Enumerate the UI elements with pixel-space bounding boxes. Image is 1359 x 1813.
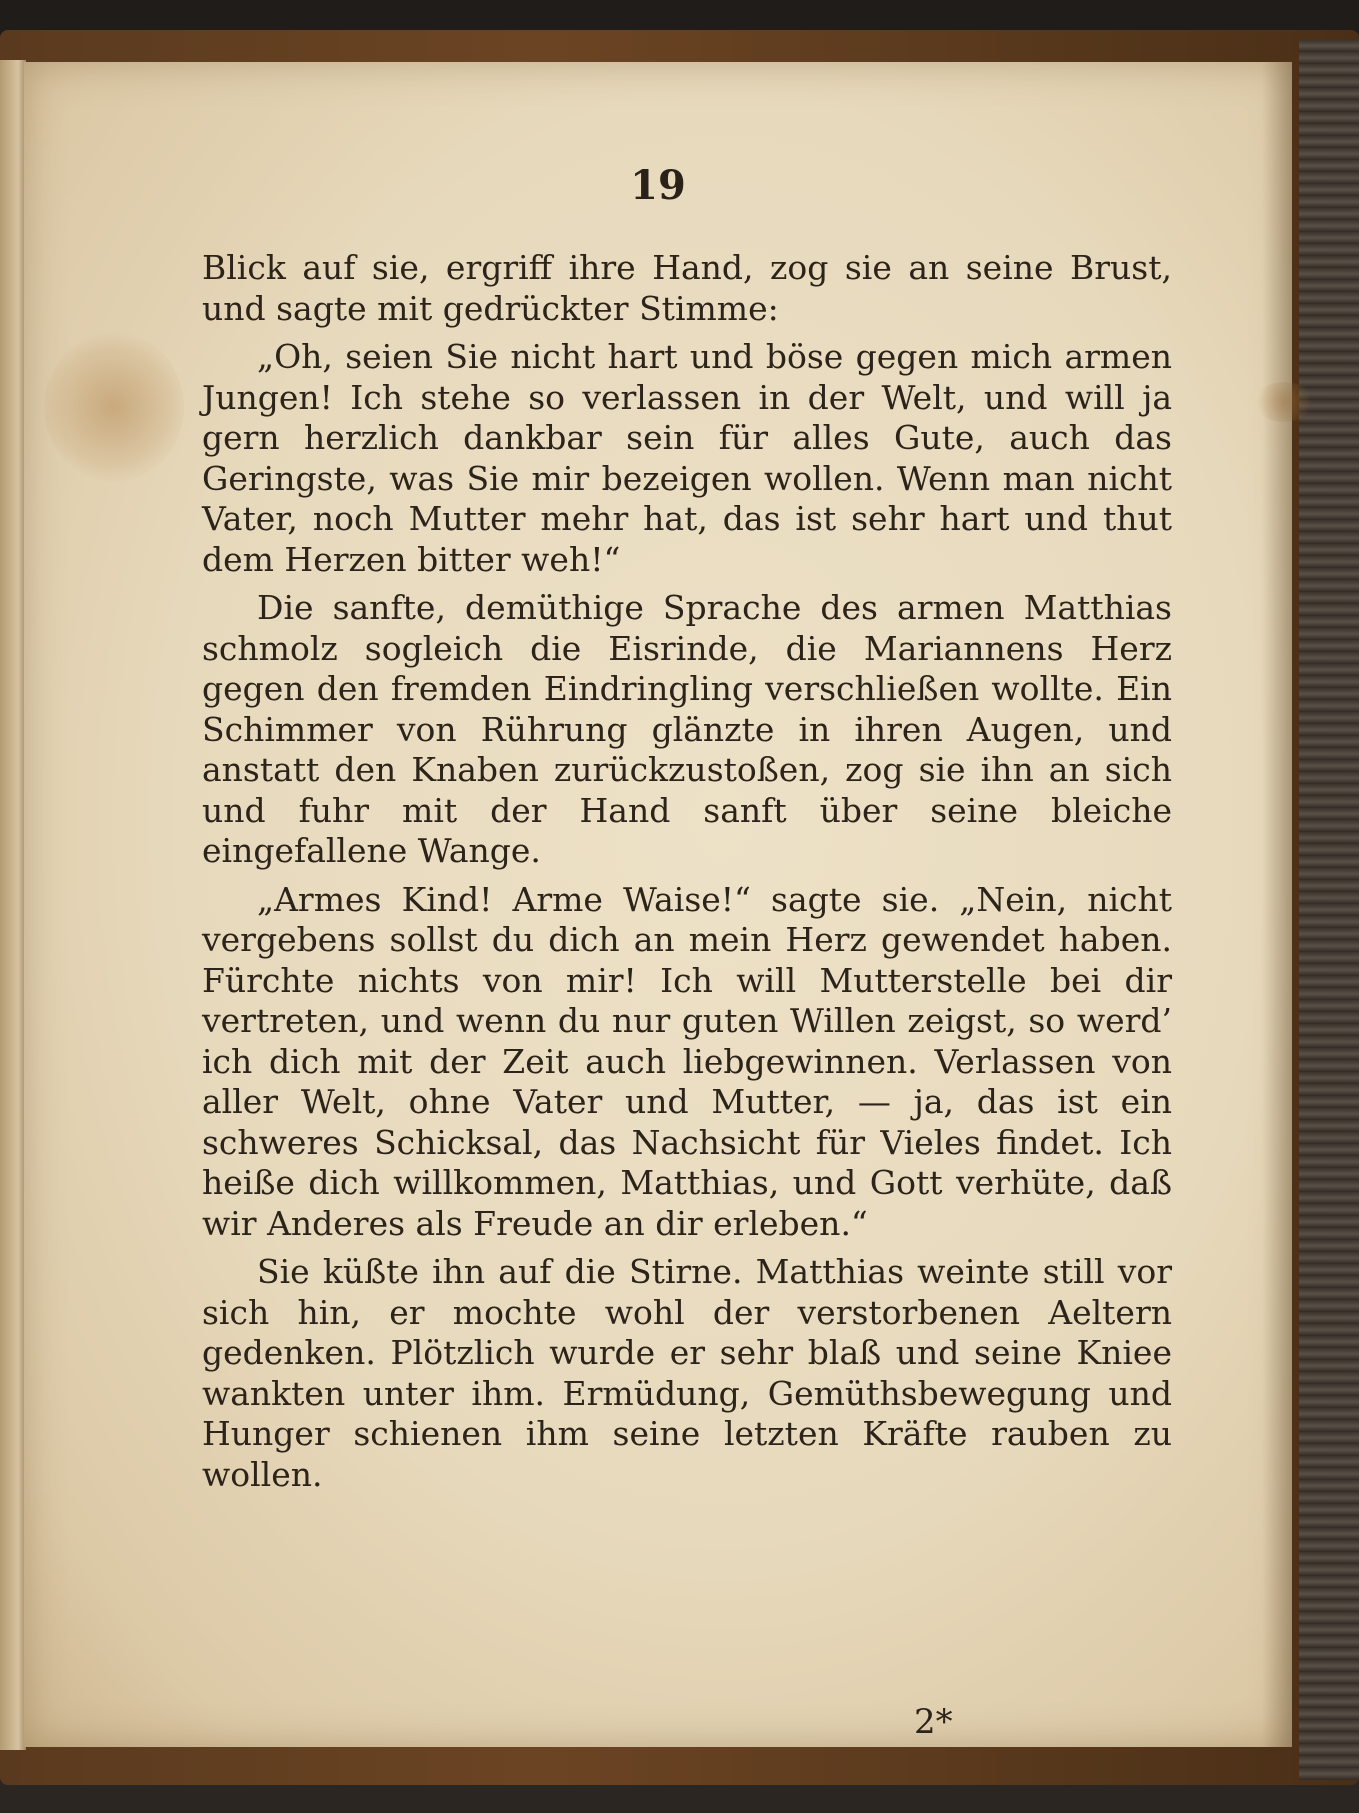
paragraph: „Oh, seien Sie nicht hart und böse gegen mich armen Jungen! Ich stehe so verlassen in der Welt, und will ja gern herzlich dankbar sein für alles Gute, auch das Geringste, was Sie mir bezeigen wollen. Wenn man nicht Vater, noch Mutter mehr hat, das ist sehr hart und thut dem Herzen bitter weh!“ (202, 337, 1172, 579)
paragraph: „Armes Kind! Arme Waise!“ sagte sie. „Nein, nicht vergebens sollst du dich an mein Herz gewendet haben. Fürchte nichts von mir! Ich will Mutterstelle bei dir vertreten, und wenn du nur guten Willen zeigst, so werd’ ich dich mit der Zeit auch liebgewinnen. Verlassen von aller Welt, ohne Vater und Mutter, — ja, das ist ein schweres Schicksal, das Nachsicht für Vieles findet. Ich heiße dich willkommen, Matthias, und Gott verhüte, daß wir Anderes als Freude an dir erleben.“ (202, 879, 1172, 1243)
page-number: 19 (630, 162, 686, 209)
body-text (202, 248, 1172, 1503)
book-page (24, 62, 1292, 1747)
paragraph: Sie küßte ihn auf die Stirne. Matthias weinte still vor sich hin, er mochte wohl der verstorbenen Aeltern gedenken. Plötzlich wurde er sehr blaß und seine Kniee wankten unter ihm. Ermüdung, Gemüthsbewegung und Hunger schienen ihm seine letzten Kräfte rauben zu wollen. (202, 1252, 1172, 1494)
paragraph: Blick auf sie, ergriff ihre Hand, zog sie an seine Brust, und sagte mit gedrückter Stimme: (202, 248, 1172, 328)
page-gutter-shadow (1262, 62, 1292, 1747)
stain (44, 332, 184, 482)
paragraph: Die sanfte, demüthige Sprache des armen Matthias schmolz sogleich die Eisrinde, die Mariannens Herz gegen den fremden Eindringling verschließen wollte. Ein Schimmer von Rührung glänzte in ihren Augen, und anstatt den Knaben zurückzustoßen, zog sie ihn an sich und fuhr mit der Hand sanft über seine bleiche eingefallene Wange. (202, 588, 1172, 870)
cover-edge (1299, 40, 1359, 1780)
signature-mark: 2* (914, 1702, 953, 1742)
previous-page-edge (0, 60, 26, 1750)
